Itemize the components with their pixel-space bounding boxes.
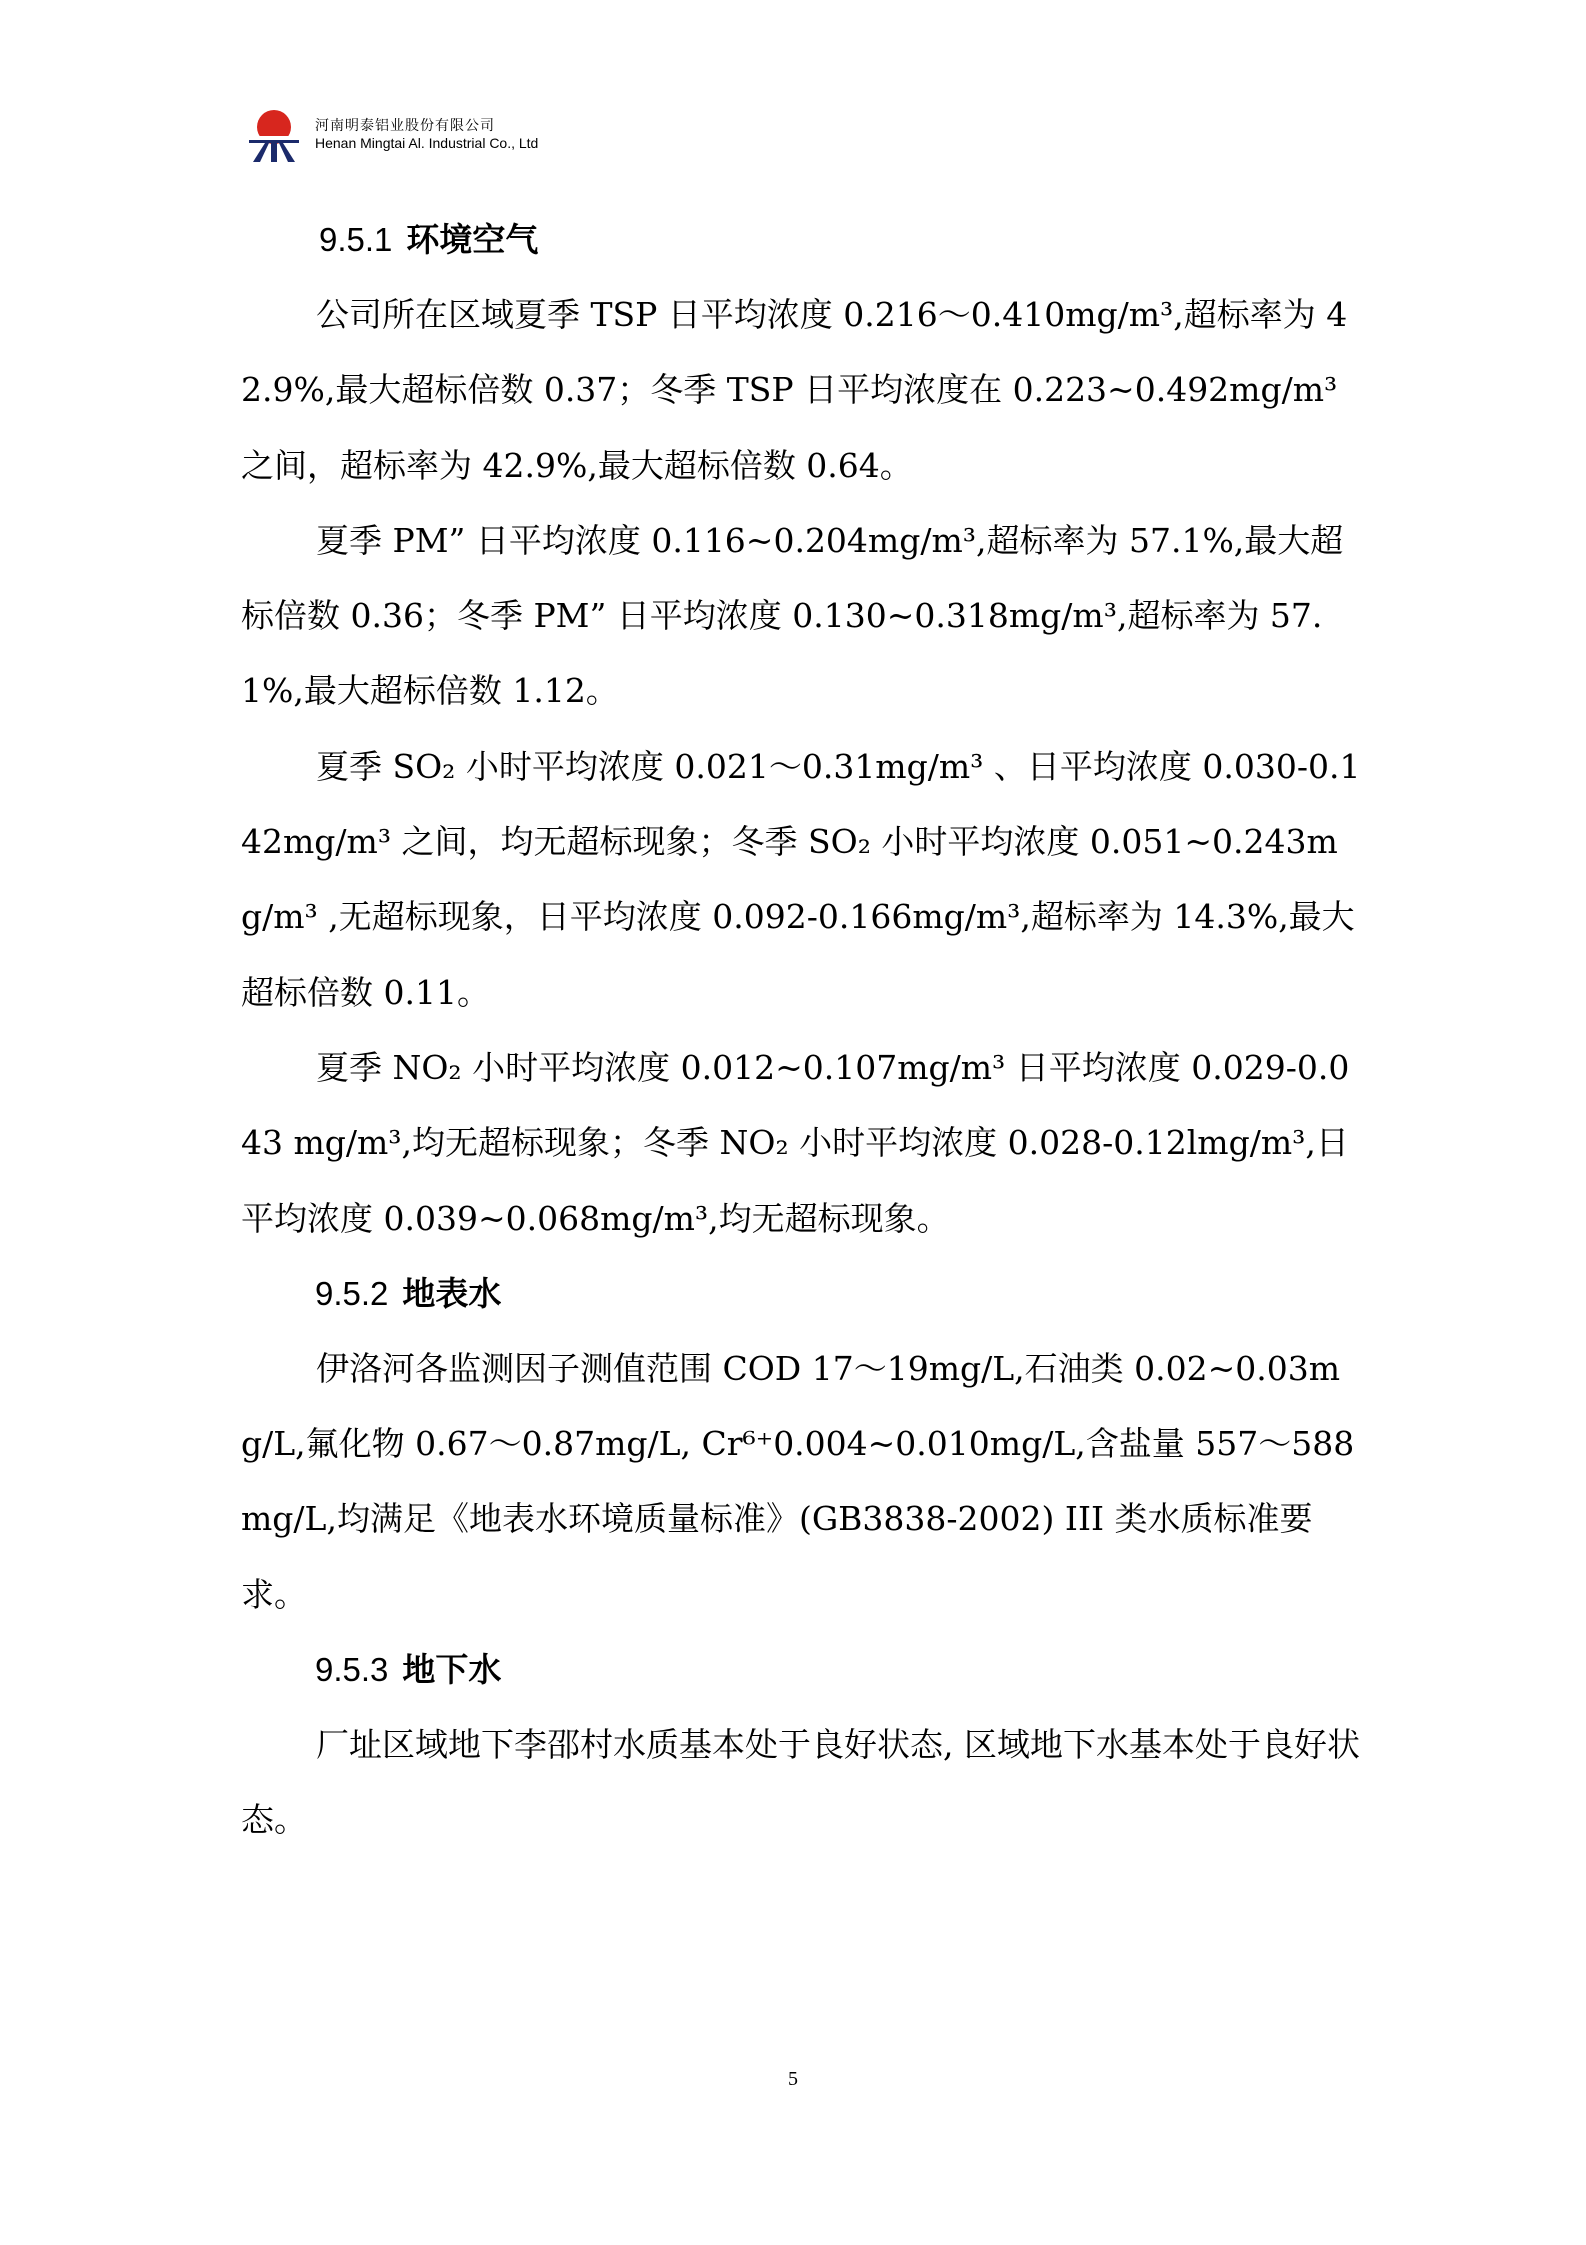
section-number: 9.5.1	[319, 221, 393, 258]
page-header	[243, 106, 538, 164]
section-title: 环境空气	[406, 220, 539, 259]
paragraph-pm: 夏季 PM” 日平均浓度 0.116~0.204mg/m³,超标率为 57.1%,最大超标倍数 0.36；冬季 PM” 日平均浓度 0.130~0.318mg/m³,超标率为 57.1%,最大超标倍数 1.12。	[241, 520, 1344, 711]
paragraph-groundwater: 厂址区域地下李邵村水质基本处于良好状态, 区域地下水基本处于良好状态。	[241, 1725, 1360, 1840]
document-body	[241, 202, 1361, 1858]
paragraph-surface-water: 伊洛河各监测因子测值范围 COD 17～19mg/L,石油类 0.02~0.03mg/L,氟化物 0.67～0.87mg/L, Cr⁶⁺0.004~0.010mg/L,含盐量 557～588mg/L,均满足《地表水环境质量标准》(GB3838-2002) III 类水质标准要求。	[241, 1348, 1355, 1614]
section-title: 地下水	[402, 1650, 502, 1690]
section-number: 9.5.3	[315, 1651, 389, 1689]
paragraph-tsp: 公司所在区域夏季 TSP 日平均浓度 0.216～0.410mg/m³,超标率为 42.9%,最大超标倍数 0.37；冬季 TSP 日平均浓度在 0.223~0.492mg/m³ 之间，超标率为 42.9%,最大超标倍数 0.64。	[241, 295, 1348, 485]
section-heading-9-5-3	[241, 1632, 1361, 1707]
section-title: 地表水	[402, 1273, 502, 1313]
section-heading-9-5-1	[241, 202, 1361, 277]
page-number: 5	[788, 2068, 798, 2090]
section-number: 9.5.2	[315, 1274, 389, 1312]
section-heading-9-5-2	[241, 1256, 1361, 1331]
mingtai-logo-icon	[243, 106, 305, 164]
company-name-en: Henan Mingtai Al. Industrial Co., Ltd	[315, 135, 539, 151]
paragraph-no2: 夏季 NO₂ 小时平均浓度 0.012~0.107mg/m³ 日平均浓度 0.029-0.043 mg/m³,均无超标现象；冬季 NO₂ 小时平均浓度 0.028-0.12lmg/m³,日平均浓度 0.039~0.068mg/m³,均无超标现象。	[241, 1047, 1350, 1238]
company-name-cn: 河南明泰铝业股份有限公司	[315, 117, 495, 134]
paragraph-so2: 夏季 SO₂ 小时平均浓度 0.021～0.31mg/m³ 、日平均浓度 0.030-0.142mg/m³ 之间，均无超标现象；冬季 SO₂ 小时平均浓度 0.051~0.243mg/m³ ,无超标现象，日平均浓度 0.092-0.166mg/m³,超标率为 14.3%,最大超标倍数 0.11。	[241, 746, 1361, 1012]
